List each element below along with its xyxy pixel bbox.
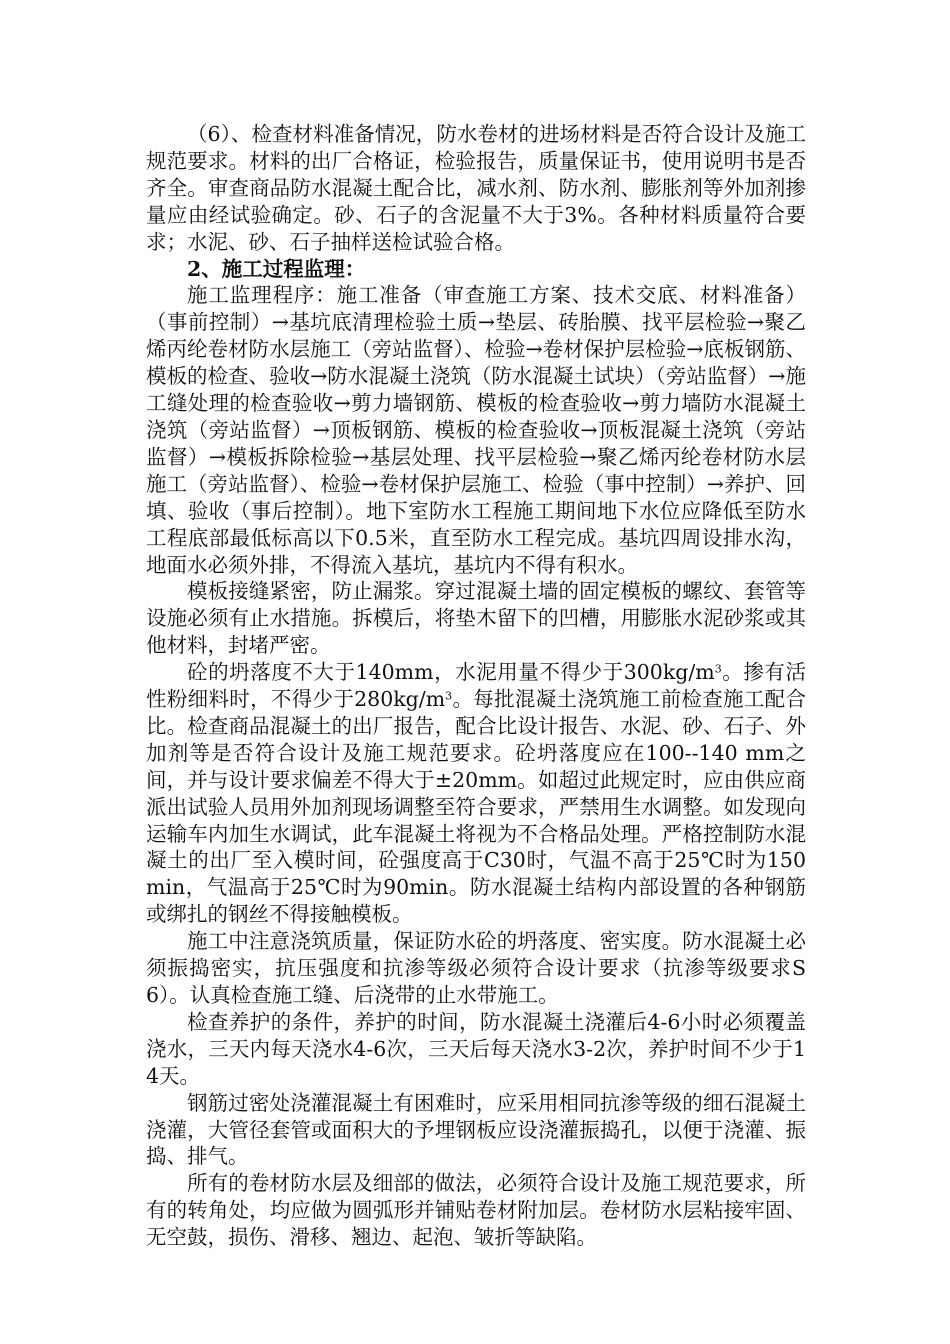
- superscript-3: 3: [714, 662, 722, 676]
- paragraph-pouring-quality: 施工中注意浇筑质量，保证防水砼的坍落度、密实度。防水混凝土必须振捣密实，抗压强度和抗渗等级必须符合设计要求（抗渗等级要求S6）。认真检查施工缝、后浇带的止水带施工。: [146, 929, 806, 1007]
- slump-text-part2: 。掺有活性粉细料时，不得少于280kg/m: [146, 660, 807, 712]
- document-page: [146, 121, 806, 1251]
- section-heading: 2、施工过程监理：: [187, 256, 366, 281]
- paragraph-membrane: 所有的卷材防水层及细部的做法，必须符合设计及施工规范要求，所有的转角处，均应做为圆弧形并铺贴卷材附加层。卷材防水层粘接牢固、无空鼓，损伤、滑移、翘边、起泡、皱折等缺陷。: [146, 1171, 806, 1250]
- paragraph-formwork: 模板接缝紧密，防止漏浆。穿过混凝土墙的固定模板的螺纹、套管等设施必须有止水措施。拆模后，将垫木留下的凹槽，用膨胀水泥砂浆或其他材料，封堵严密。: [146, 579, 806, 658]
- paragraph-dense-rebar: 钢筋过密处浇灌混凝土有困难时，应采用相同抗渗等级的细石混凝土浇灌，大管径套管或面积大的予埋钢板应设浇灌振捣孔，以便于浇灌、振捣、排气。: [146, 1090, 806, 1169]
- paragraph-supervision-procedure: 施工监理程序：施工准备（审查施工方案、技术交底、材料准备）（事前控制）→基坑底清理检验土质→垫层、砖胎膜、找平层检验→聚乙烯丙纶卷材防水层施工（旁站监督）、检验→卷材保护层检验→底板钢筋、模板的检查、验收→防水混凝土浇筑（防水混凝土试块）（旁站监督）→施工缝处理的检查验收→剪力墙钢筋、模板的检查验收→剪力墙防水混凝土浇筑（旁站监督）→顶板钢筋、模板的检查验收→顶板混凝土浇筑（旁站监督）→模板拆除检验→基层处理、找平层检验→聚乙烯丙纶卷材防水层施工（旁站监督）、检验→卷材保护层施工、检验（事中控制）→养护、回填、验收（事后控制）。地下室防水工程施工期间地下水位应降低至防水工程底部最低标高以下0.5米，直至防水工程完成。基坑四周设排水沟，地面水必须外排，不得流入基坑，基坑内不得有积水。: [146, 283, 806, 577]
- superscript-3: 3: [445, 689, 453, 703]
- paragraph-curing: 检查养护的条件，养护的时间，防水混凝土浇灌后4-6小时必须覆盖浇水，三天内每天浇水4-6次，三天后每天浇水3-2次，养护时间不少于14天。: [146, 1009, 806, 1088]
- slump-text-part1: 砼的坍落度不大于140mm，水泥用量不得少于300kg/m: [187, 660, 715, 685]
- paragraph-slump: [146, 659, 806, 928]
- paragraph-material-check: （6）、检查材料准备情况，防水卷材的进场材料是否符合设计及施工规范要求。材料的出厂合格证，检验报告，质量保证书，使用说明书是否齐全。审查商品防水混凝土配合比，减水剂、防水剂、膨胀剂等外加剂掺量应由经试验确定。砂、石子的含泥量不大于3%。各种材料质量符合要求；水泥、砂、石子抽样送检试验合格。: [146, 122, 806, 254]
- slump-text-part3: 。每批混凝土浇筑施工前检查施工配合比。检查商品混凝土的出厂报告，配合比设计报告、水泥、砂、石子、外加剂等是否符合设计及施工规范要求。砼坍落度应在100--140 mm之间，并与设计要求偏差不得大于±20mm。如超过此规定时，应由供应商派出试验人员用外加剂现场调整至符合要求，严禁用生水调整。如发现向运输车内加生水调试，此车混凝土将视为不合格品处理。严格控制防水混凝土的出厂至入模时间，砼强度高于C30时，气温不高于25℃时为150min，气温高于25℃时为90min。防水混凝土结构内部设置的各种钢筋或绑扎的钢丝不得接触模板。: [146, 687, 806, 927]
